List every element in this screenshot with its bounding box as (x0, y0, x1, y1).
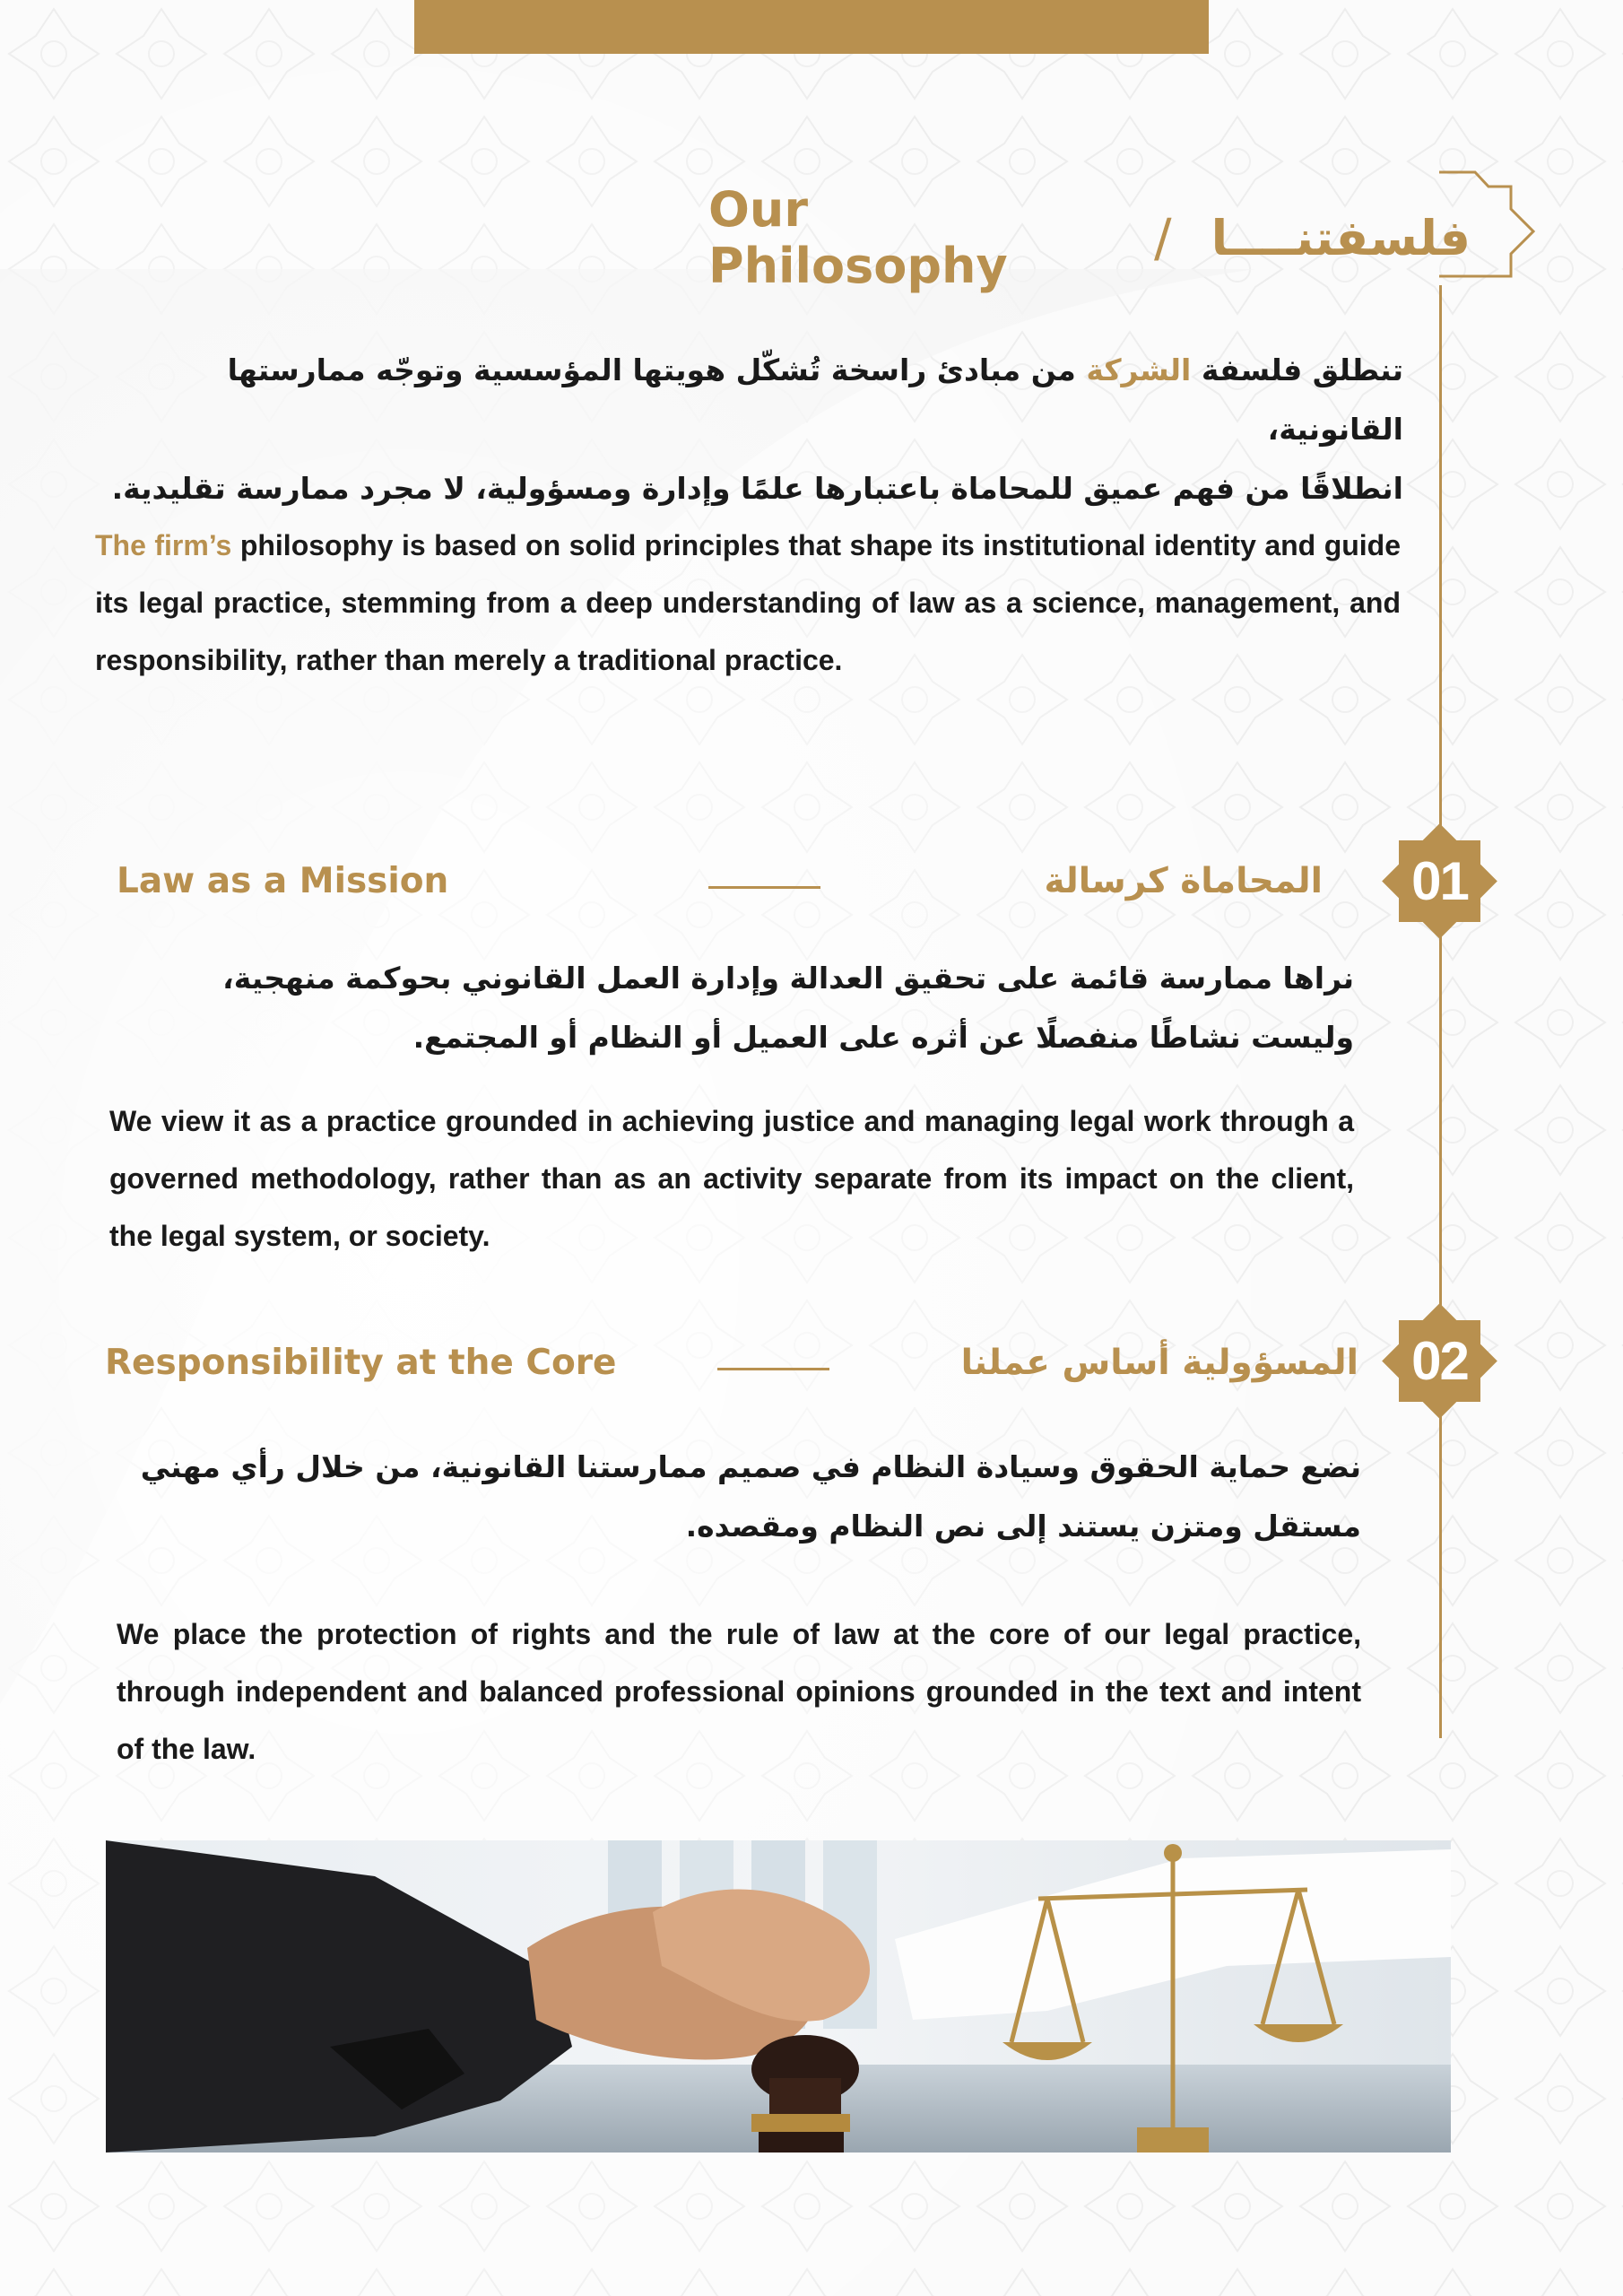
section-2-title-arabic: المسؤولية أساس عملنا (960, 1343, 1358, 1383)
section-1-body-english: We view it as a practice grounded in achieving justice and managing legal work through a governed methodology, rather than as an activity separate from its impact on the client, the legal system, or society. (109, 1105, 1354, 1252)
title-separator: / (1154, 207, 1172, 268)
photo-illustration-icon (106, 1840, 1451, 2152)
section-2-number: 02 (1411, 1331, 1468, 1391)
intro-arabic (90, 341, 1403, 518)
section-2-badge (1379, 1300, 1500, 1422)
section-2-body-english: We place the protection of rights and the rule of law at the core of our legal practice, through independent and balanced professional opinions grounded in the text and intent of the law. (117, 1618, 1361, 1765)
page-title (708, 181, 1471, 294)
section-1-title-arabic: المحاماة كرسالة (1044, 861, 1323, 901)
intro-arabic-line1: تنطلق فلسفة الشركة من مبادئ راسخة تُشكّل هويتها المؤسسية وتوجّه ممارستها القانونية، (227, 352, 1403, 447)
section-1-badge (1379, 821, 1500, 942)
section-1-title-english: Law as a Mission (117, 861, 449, 901)
section-2-divider (717, 1368, 829, 1370)
title-english: Our Philosophy (708, 181, 1008, 294)
section-2-body-arabic: نضع حماية الحقوق وسيادة النظام في صميم ممارستنا القانونية، من خلال رأي مهني مستقل ومتزن يستند إلى نص النظام ومقصده. (140, 1449, 1361, 1544)
intro-english (95, 517, 1401, 689)
top-accent-bar (414, 0, 1209, 54)
title-arabic: فلسفتنــــا (1211, 209, 1471, 266)
intro-arabic-highlight: الشركة (1086, 352, 1192, 387)
section-1-body-arabic: نراها ممارسة قائمة على تحقيق العدالة وإدارة العمل القانوني بحوكمة منهجية، وليست نشاطًا منفصلًا عن أثره على العميل أو النظام أو المجتمع. (222, 961, 1354, 1055)
intro-english-body: philosophy is based on solid principles that shape its institutional identity and guide its legal practice, stemming from a deep understanding of law as a science, management, and responsibility, rather than merely a traditional practice. (95, 529, 1402, 676)
section-1-number: 01 (1411, 851, 1468, 911)
handshake-gavel-scales-photo (106, 1840, 1451, 2152)
timeline-line (1439, 285, 1442, 1738)
intro-arabic-line2: انطلاقًا من فهم عميق للمحاماة باعتبارها علمًا وإدارة ومسؤولية، لا مجرد ممارسة تقليدية. (111, 471, 1403, 506)
section-1-divider (708, 886, 820, 889)
intro-english-highlight: The firm’s (95, 529, 232, 561)
section-2-title-english: Responsibility at the Core (105, 1343, 617, 1383)
